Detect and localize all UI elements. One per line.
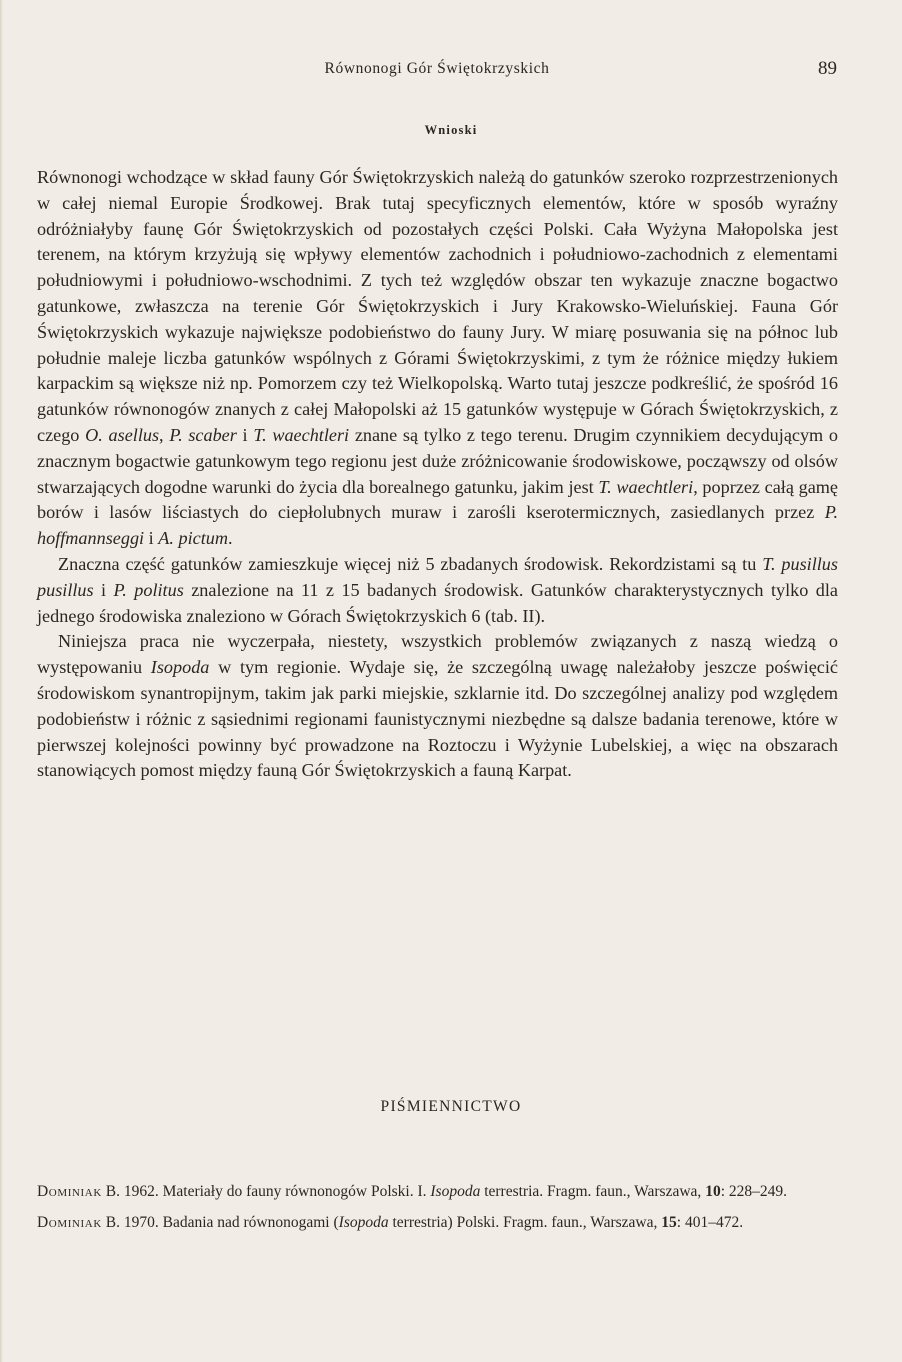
text-run: . bbox=[227, 528, 233, 549]
text-run: , bbox=[159, 424, 170, 445]
references-heading: PIŚMIENNICTWO bbox=[380, 1098, 522, 1115]
volume-number: 15 bbox=[661, 1214, 677, 1231]
text-run: terrestria) Polski. Fragm. faun., Warszawa, bbox=[388, 1214, 662, 1231]
running-title: Równonogi Gór Świętokrzyskich bbox=[324, 60, 550, 77]
taxon-name: Isopoda bbox=[338, 1214, 389, 1231]
running-head bbox=[37, 60, 837, 86]
body-text bbox=[37, 165, 838, 784]
species-name: P. hoffmannseggi bbox=[37, 502, 838, 549]
taxon-name: Isopoda bbox=[150, 657, 210, 678]
text-run: znane są tylko z tego terenu. Drugim czynnikiem decydującym o znacznym bogactwie gatunkowym tego regionu jest duże zróżnicowanie środowiskowe, począwszy od olsów stwarzających dogodne warunki do życia dla borealnego gatunku, jakim jest bbox=[37, 424, 839, 497]
paragraph-conclusions-1 bbox=[37, 165, 838, 552]
references-list bbox=[37, 1180, 838, 1234]
page-number: 89 bbox=[818, 58, 837, 79]
species-name: T. waechtleri bbox=[253, 424, 350, 445]
paragraph-conclusions-2 bbox=[37, 552, 838, 629]
text-run: znalezione na 11 z 15 badanych środowisk. Gatunków charakterystycznych tylko dla jednego środowiska znaleziono w Górach Świętokrzyskich 6 (tab. II). bbox=[37, 579, 838, 626]
species-name: T. pusillus pusillus bbox=[37, 553, 838, 600]
text-run: : 228–249. bbox=[720, 1183, 787, 1200]
reference-author: Dominiak bbox=[37, 1183, 102, 1200]
text-run: Równonogi wchodzące w skład fauny Gór Świętokrzyskich należą do gatunków szeroko rozprzestrzenionych w całej niemal Europie Środkowej. Brak tutaj specyficznych elementów, które w sposób wyraźny odróżniałyby faunę Gór Świętokrzyskich od pozostałych części Polski. Cała Wyżyna Małopolska jest terenem, na którym krzyżują się wpływy elementów zachodnich i południowo-zachodnich z elementami południowymi i południowo-wschodnimi. Z tych też względów obszar ten wykazuje znaczne bogactwo gatunkowe, zwłaszcza na terenie Gór Świętokrzyskich i Jury Krakowsko-Wieluńskiej. Fauna Gór Świętokrzyskich wykazuje największe podobieństwo do fauny Jury. W miarę posuwania się na północ lub południe maleje liczba gatunków wspólnych z Górami Świętokrzyskimi, z tym że różnice między łukiem karpackim są większe niż np. Pomorzem czy też Wielkopolską. Warto tutaj jeszcze podkreślić, że spośród 16 gatunków równonogów znanych z całej Małopolski aż 15 gatunków występuje w Górach Świętokrzyskich, z czego bbox=[37, 167, 838, 445]
section-heading: Wnioski bbox=[424, 123, 478, 137]
text-run: : 401–472. bbox=[676, 1214, 744, 1231]
species-name: O. asellus bbox=[85, 424, 160, 445]
taxon-name: Isopoda bbox=[430, 1183, 481, 1200]
species-name: A. pictum bbox=[158, 528, 228, 549]
text-run: Znaczna część gatunków zamieszkuje więcej niż 5 zbadanych środowisk. Rekordzistami są tu bbox=[58, 553, 763, 574]
species-name: T. waechtleri bbox=[598, 476, 694, 497]
text-run: w tym regionie. Wydaje się, że szczególną uwagę należałoby jeszcze poświęcić środowiskom synantropijnym, takim jak parki miejskie, szklarnie itd. Do szczególnej analizy pod względem podobieństw i różnic z sąsiednimi regionami faunistycznymi niezbędne są dalsze badania terenowe, które w pierwszej kolejności powinny być prowadzone na Roztoczu i Wyżynie Lubelskiej, a więc na obszarach stanowiących pomost między fauną Gór Świętokrzyskich a fauną Karpat. bbox=[37, 657, 838, 781]
text-run: i bbox=[93, 579, 114, 600]
text-run: terrestria. Fragm. faun., Warszawa, bbox=[480, 1183, 706, 1200]
text-run: i bbox=[236, 424, 254, 445]
reference-entry bbox=[37, 1211, 838, 1234]
text-run: , poprzez całą gamę borów i lasów liściastych do ciepłolubnych muraw i zarośli kserotermicznych, zasiedlanych przez bbox=[37, 476, 838, 523]
species-name: P. scaber bbox=[169, 424, 237, 445]
text-run: B. 1962. Materiały do fauny równonogów Polski. I. bbox=[101, 1183, 431, 1200]
reference-entry bbox=[37, 1180, 838, 1203]
text-run: B. 1970. Badania nad równonogami ( bbox=[101, 1214, 339, 1231]
volume-number: 10 bbox=[705, 1183, 721, 1200]
text-run: i bbox=[144, 528, 159, 549]
species-name: P. politus bbox=[113, 579, 184, 600]
paragraph-conclusions-3 bbox=[37, 629, 838, 784]
reference-author: Dominiak bbox=[37, 1214, 102, 1231]
text-run: Niniejsza praca nie wyczerpała, niestety, wszystkich problemów związanych z naszą wiedzą o występowaniu bbox=[37, 631, 838, 678]
scan-edge-shadow bbox=[0, 0, 3, 1362]
